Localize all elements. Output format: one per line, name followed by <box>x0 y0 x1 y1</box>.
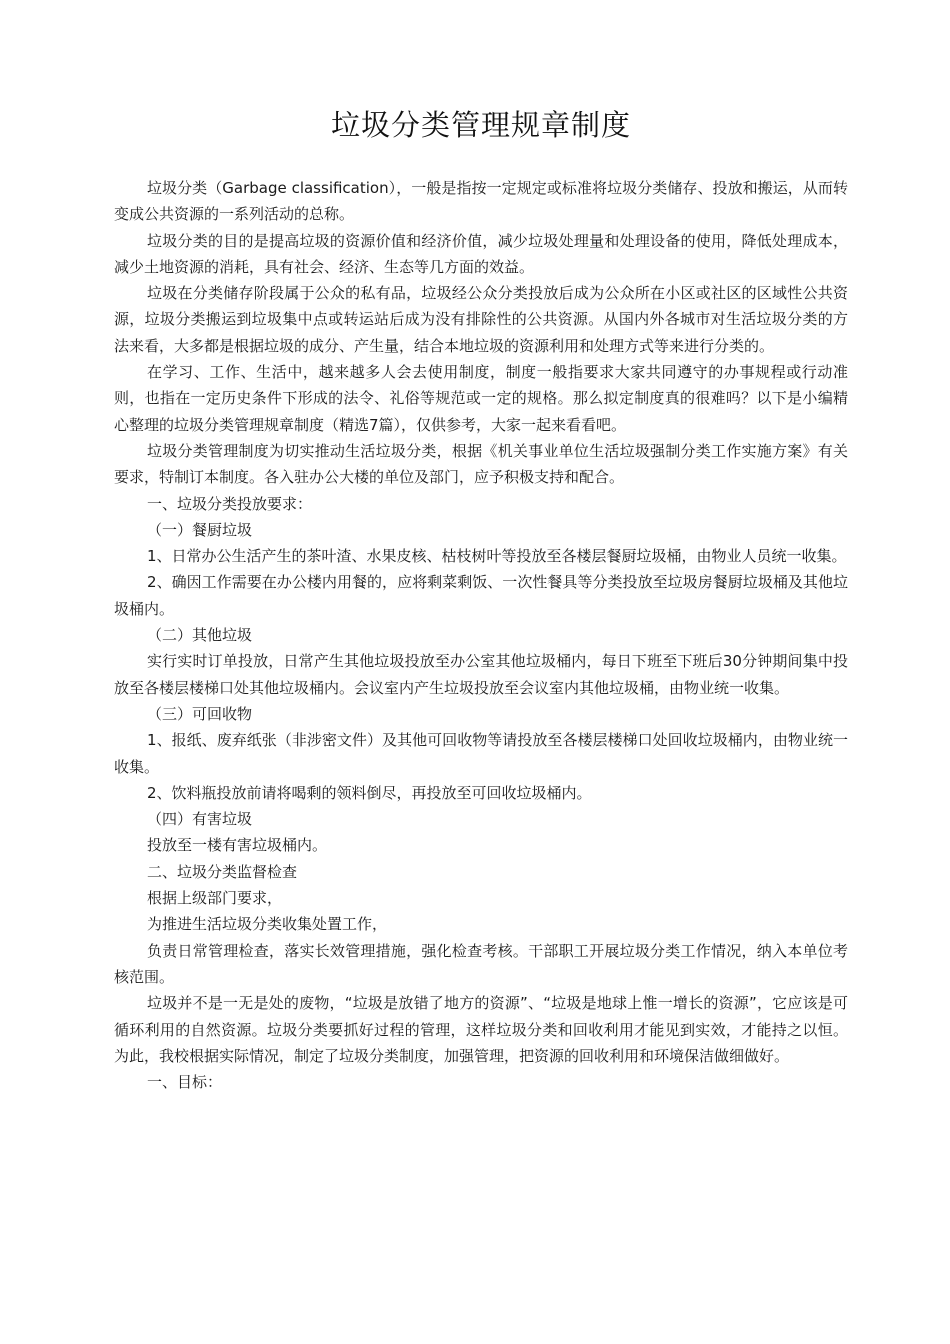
paragraph: 为推进生活垃圾分类收集处置工作， <box>147 915 388 934</box>
paragraph: 垃圾在分类储存阶段属于公众的私有品，垃圾经公众分类投放后成为公众所在小区或社区的区域性公共资源，垃圾分类搬运到垃圾集中点或转运站后成为没有排除性的公共资源。从国内外各城市对生活垃圾分类的方法来看，大多都是根据垃圾的成分、产生量，结合本地垃圾的资源利用和处理方式等来进行分类的。 <box>114 284 848 355</box>
paragraph: 垃圾分类管理制度为切实推动生活垃圾分类，根据《机关事业单位生活垃圾强制分类工作实施方案》有关要求，特制订本制度。各入驻办公大楼的单位及部门，应予积极支持和配合。 <box>114 441 848 487</box>
subsection-heading: （四）有害垃圾 <box>147 810 253 829</box>
document-title: 垃圾分类管理规章制度 <box>330 108 631 142</box>
paragraph: 在学习、工作、生活中，越来越多人会去使用制度，制度一般指要求大家共同遵守的办事规程或行动准则，也指在一定历史条件下形成的法令、礼俗等规范或一定的规格。那么拟定制度真的很难吗？以下是小编精心整理的垃圾分类管理规章制度（精选7篇），仅供参考，大家一起来看看吧。 <box>114 363 848 434</box>
paragraph: 投放至一楼有害垃圾桶内。 <box>147 836 328 855</box>
subsection-heading: （二）其他垃圾 <box>147 626 253 645</box>
paragraph: 垃圾分类的目的是提高垃圾的资源价值和经济价值，减少垃圾处理量和处理设备的使用，降低处理成本，减少土地资源的消耗，具有社会、经济、生态等几方面的效益。 <box>114 231 848 276</box>
paragraph: 2、饮料瓶投放前请将喝剩的领料倒尽，再投放至可回收垃圾桶内。 <box>147 783 592 802</box>
document-body <box>114 175 848 1095</box>
paragraph: 1、日常办公生活产生的茶叶渣、水果皮核、枯枝树叶等投放至各楼层餐厨垃圾桶，由物业人员统一收集。 <box>147 547 847 566</box>
section-heading: 一、垃圾分类投放要求： <box>147 494 313 513</box>
section-heading: 一、目标： <box>147 1073 223 1092</box>
paragraph: 2、确因工作需要在办公楼内用餐的，应将剩菜剩饭、一次性餐具等分类投放至垃圾房餐厨垃圾桶及其他垃圾桶内。 <box>114 573 848 618</box>
section-heading: 二、垃圾分类监督检查 <box>147 862 298 881</box>
paragraph: 1、报纸、废弃纸张（非涉密文件）及其他可回收物等请投放至各楼层楼梯口处回收垃圾桶内，由物业统一收集。 <box>114 731 848 776</box>
paragraph: 垃圾分类（Garbage classification），一般是指按一定规定或标准将垃圾分类储存、投放和搬运，从而转变成公共资源的一系列活动的总称。 <box>114 179 848 224</box>
subsection-heading: （三）可回收物 <box>147 704 253 723</box>
paragraph: 负责日常管理检查，落实长效管理措施，强化检查考核。干部职工开展垃圾分类工作情况，纳入本单位考核范围。 <box>114 941 848 986</box>
paragraph: 垃圾并不是一无是处的废物，“垃圾是放错了地方的资源”、“垃圾是地球上惟一增长的资源”，它应该是可循环利用的自然资源。垃圾分类要抓好过程的管理，这样垃圾分类和回收利用才能见到实效，才能持之以恒。为此，我校根据实际情况，制定了垃圾分类制度，加强管理，把资源的回收利用和环境保洁做细做好。 <box>114 994 848 1065</box>
paragraph: 实行实时订单投放，日常产生其他垃圾投放至办公室其他垃圾桶内，每日下班至下班后30分钟期间集中投放至各楼层楼梯口处其他垃圾桶内。会议室内产生垃圾投放至会议室内其他垃圾桶，由物业统一收集。 <box>114 652 848 697</box>
paragraph: 根据上级部门要求， <box>147 889 283 908</box>
subsection-heading: （一）餐厨垃圾 <box>147 520 253 539</box>
